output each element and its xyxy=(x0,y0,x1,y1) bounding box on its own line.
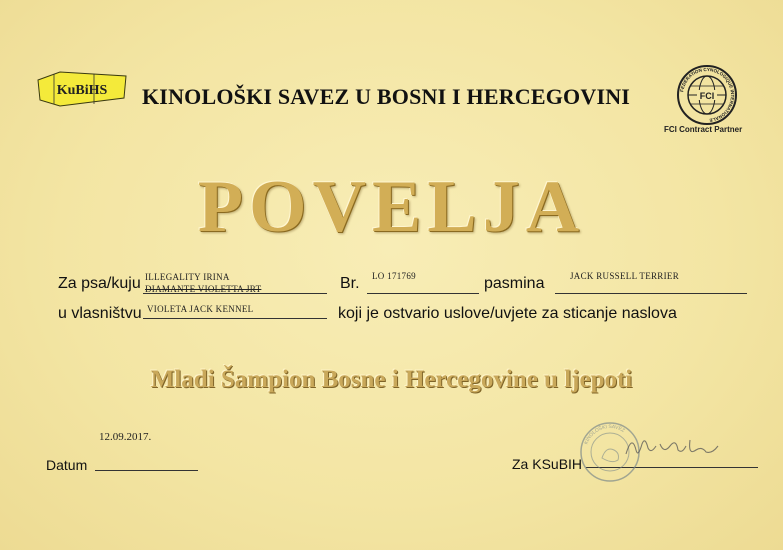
breed-label: pasmina xyxy=(484,275,545,292)
date-label: Datum xyxy=(46,457,88,473)
certificate-title: POVELJA xyxy=(197,166,586,248)
breed-underline xyxy=(555,293,747,294)
breed-value: JACK RUSSELL TERRIER xyxy=(570,271,680,281)
svg-text:KuBiHS: KuBiHS xyxy=(56,83,108,98)
fci-caption: FCI Contract Partner xyxy=(664,125,743,134)
fci-logo xyxy=(676,64,738,126)
award-title: Mladi Šampion Bosne i Hercegovine u ljepoti xyxy=(150,366,633,393)
owner-value: VIOLETA JACK KENNEL xyxy=(147,304,254,314)
reg-label: Br. xyxy=(340,275,360,292)
date-underline xyxy=(95,470,198,471)
organization-name: KINOLOŠKI SAVEZ U BOSNI I HERCEGOVINI xyxy=(142,84,631,109)
signature xyxy=(620,430,730,464)
kubihs-logo xyxy=(34,68,130,110)
svg-text:KINOLOŠKI SAVEZ: KINOLOŠKI SAVEZ xyxy=(583,423,626,446)
dog-name-line1: ILLEGALITY IRINA xyxy=(145,272,230,282)
reg-underline xyxy=(367,293,479,294)
dog-name-line2: DIAMANTE VIOLETTA JRT xyxy=(145,284,262,294)
svg-text:FCI: FCI xyxy=(699,91,715,101)
owner-label: u vlasništvu xyxy=(58,305,142,322)
org-sign-label: Za KSuBIH xyxy=(512,456,583,472)
dog-label: Za psa/kuju xyxy=(58,275,141,292)
reg-number: LO 171769 xyxy=(372,271,416,281)
owner-underline xyxy=(143,318,327,319)
date-value: 12.09.2017. xyxy=(99,431,152,443)
condition-text: koji je ostvario uslove/uvjete za sticanje naslova xyxy=(338,305,677,322)
dog-name-underline xyxy=(143,293,327,294)
svg-text:FEDERATION CYNOLOGIQUE INTERNA: FEDERATION CYNOLOGIQUE INTERNATIONALE xyxy=(679,66,736,123)
